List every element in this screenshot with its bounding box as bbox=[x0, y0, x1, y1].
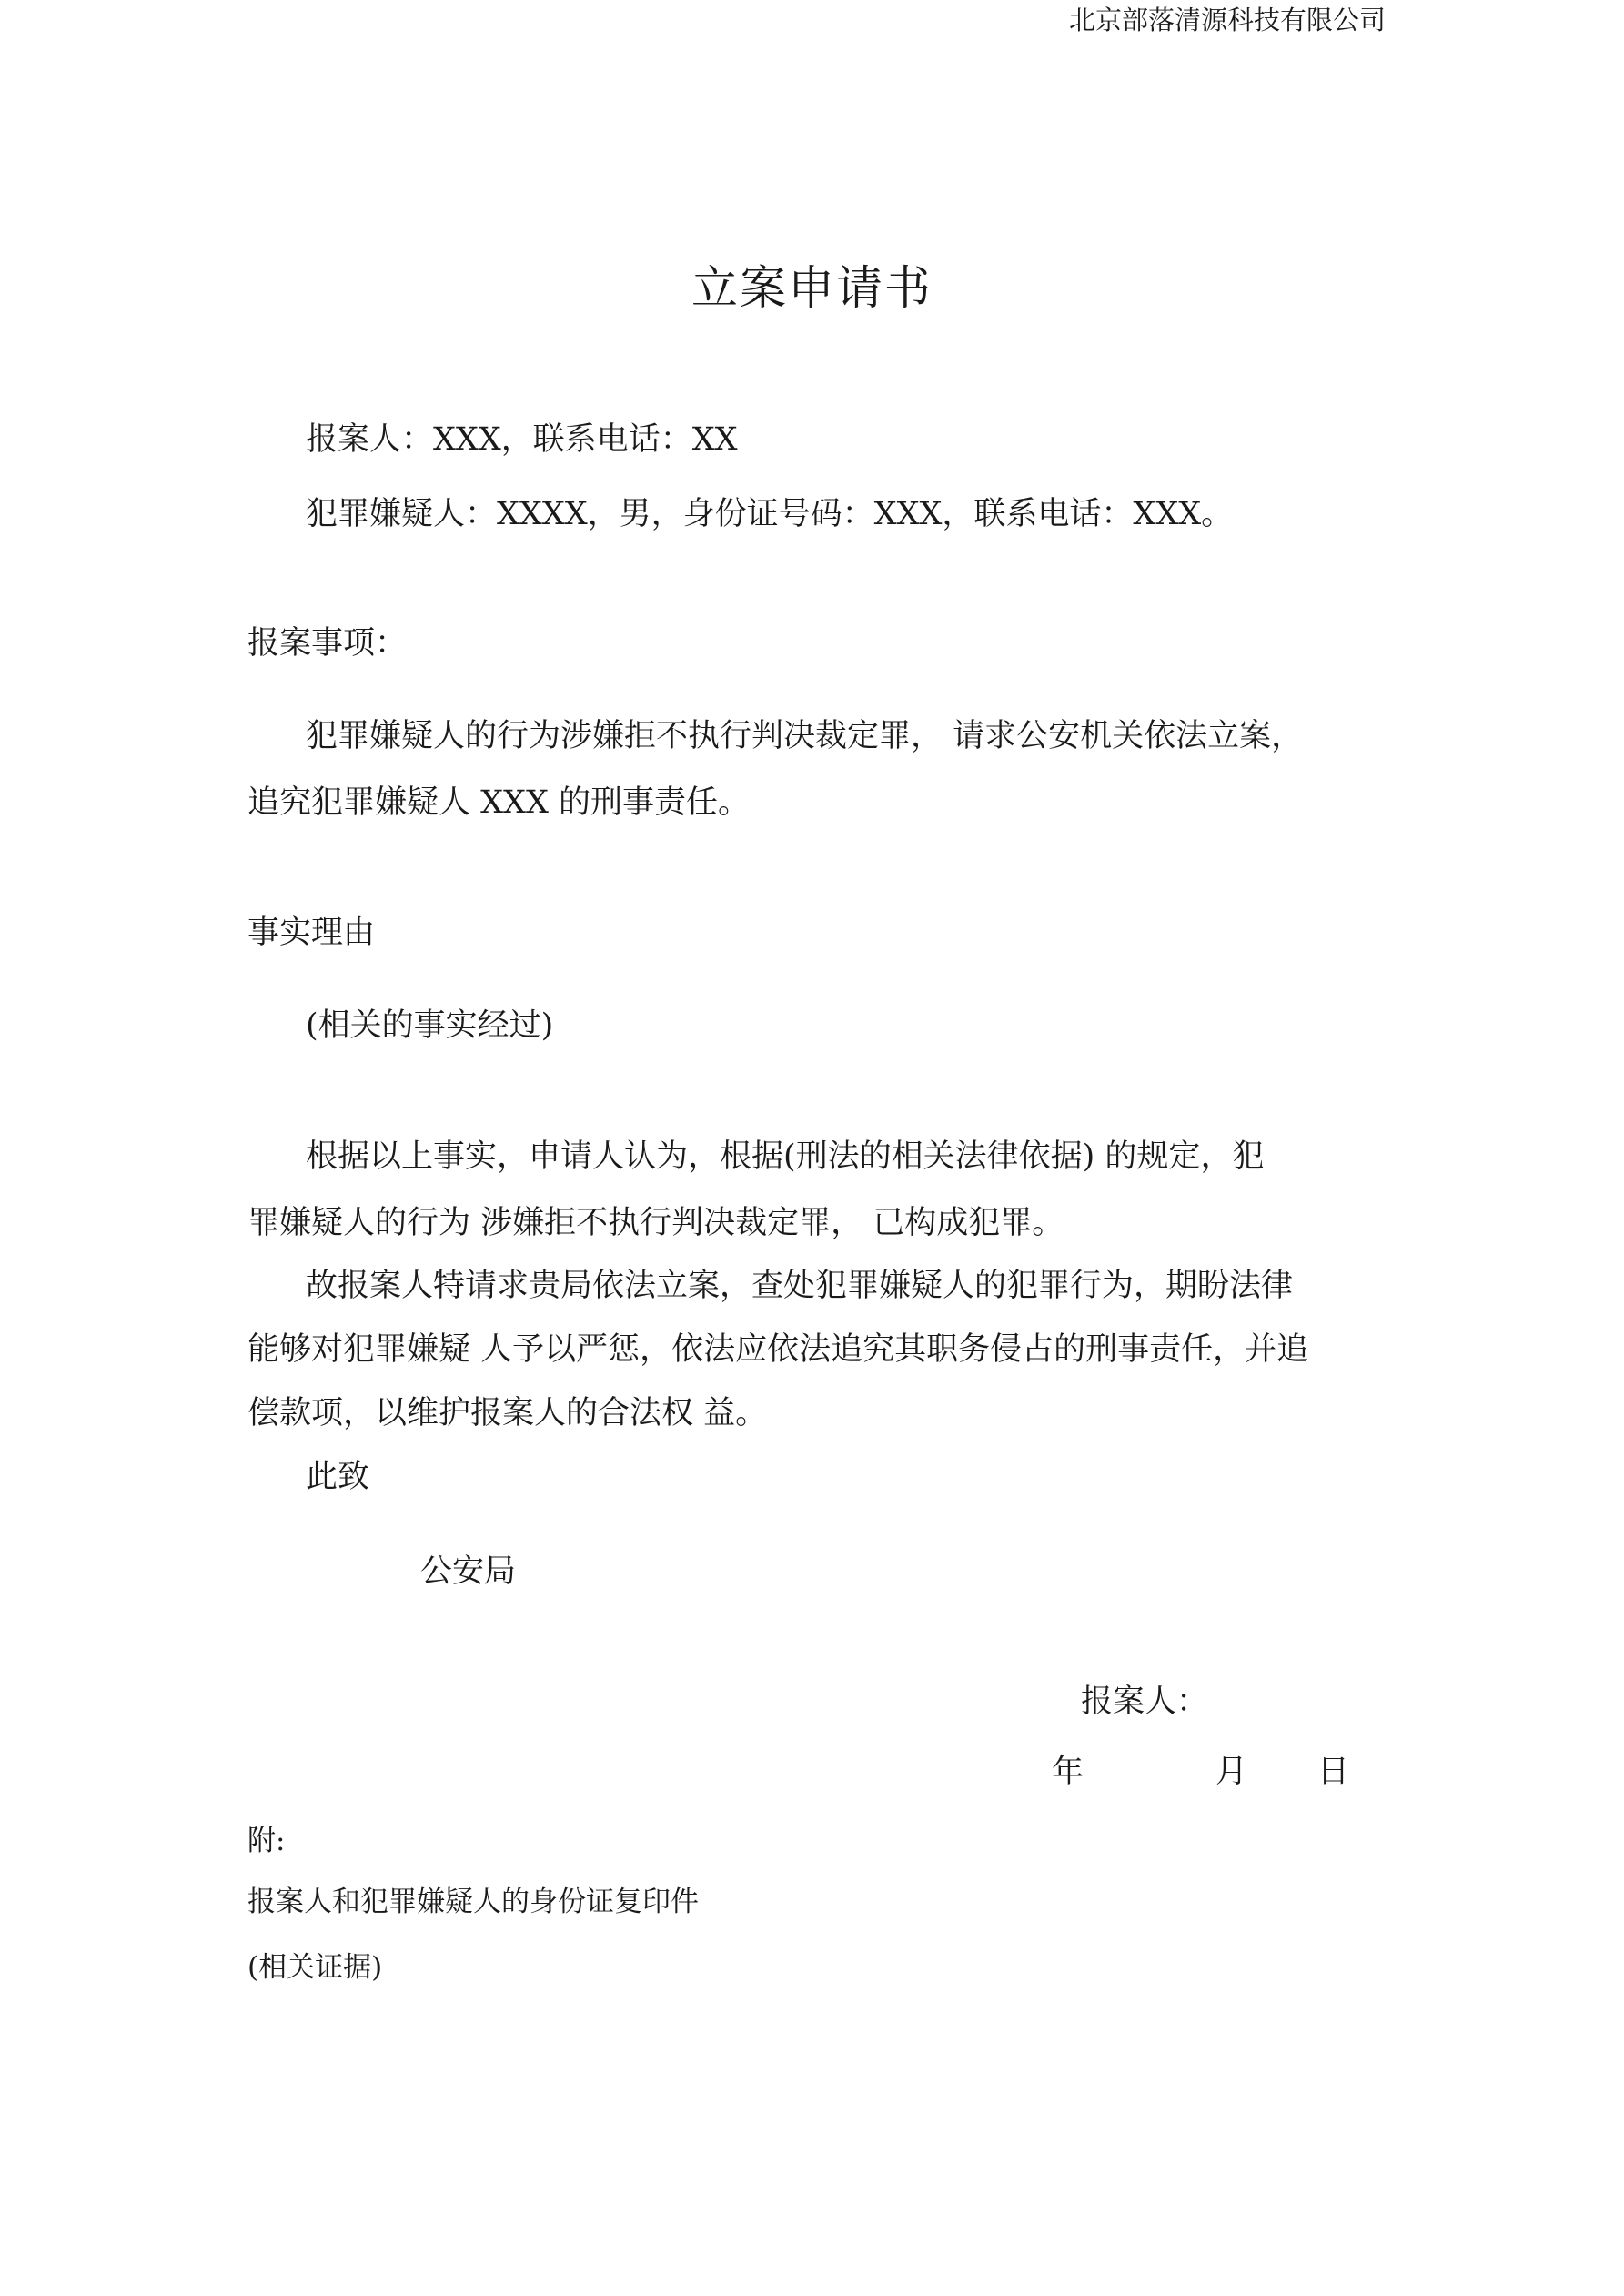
reporter-line: 报案人：XXX，联系电话：XX bbox=[306, 421, 738, 458]
attachment-item-1: 报案人和犯罪嫌疑人的身份证复印件 bbox=[247, 1886, 699, 1918]
attachment-label: 附: bbox=[247, 1825, 286, 1857]
document-title: 立案申请书 bbox=[691, 262, 933, 316]
basis-line-1: 根据以上事实，申请人认为，根据(刑法的相关法律依据) 的规定，犯 bbox=[306, 1138, 1265, 1175]
date-year: 年 bbox=[1052, 1754, 1084, 1790]
facts-heading: 事实理由 bbox=[247, 915, 376, 951]
facts-placeholder: (相关的事实经过) bbox=[306, 1007, 554, 1044]
suspect-line: 犯罪嫌疑人：XXXX，男，身份证号码：XXX，联系电话：XXX。 bbox=[306, 496, 1234, 532]
company-header: 北京部落清源科技有限公司 bbox=[1068, 5, 1386, 35]
request-line-1: 故报案人特请求贵局依法立案，查处犯罪嫌疑人的犯罪行为，期盼法律 bbox=[306, 1268, 1294, 1304]
attachment-item-2: (相关证据) bbox=[247, 1951, 383, 1984]
salutation: 此致 bbox=[306, 1459, 370, 1495]
recipient: 公安局 bbox=[420, 1553, 517, 1590]
date-day: 日 bbox=[1317, 1754, 1350, 1790]
signature-label: 报案人： bbox=[1081, 1684, 1209, 1720]
request-line-3: 偿款项，以维护报案人的合法权 益。 bbox=[247, 1395, 768, 1431]
matters-line-1: 犯罪嫌疑人的行为涉嫌拒不执行判决裁定罪， 请求公安机关依法立案， bbox=[306, 718, 1304, 754]
request-line-2: 能够对犯罪嫌疑 人予以严惩，依法应依法追究其职务侵占的刑事责任，并追 bbox=[247, 1331, 1309, 1368]
matters-line-2: 追究犯罪嫌疑人 XXX 的刑事责任。 bbox=[247, 784, 751, 821]
basis-line-2: 罪嫌疑人的行为 涉嫌拒不执行判决裁定罪， 已构成犯罪。 bbox=[247, 1205, 1064, 1241]
date-month: 月 bbox=[1215, 1754, 1248, 1790]
matters-heading: 报案事项： bbox=[247, 625, 408, 662]
